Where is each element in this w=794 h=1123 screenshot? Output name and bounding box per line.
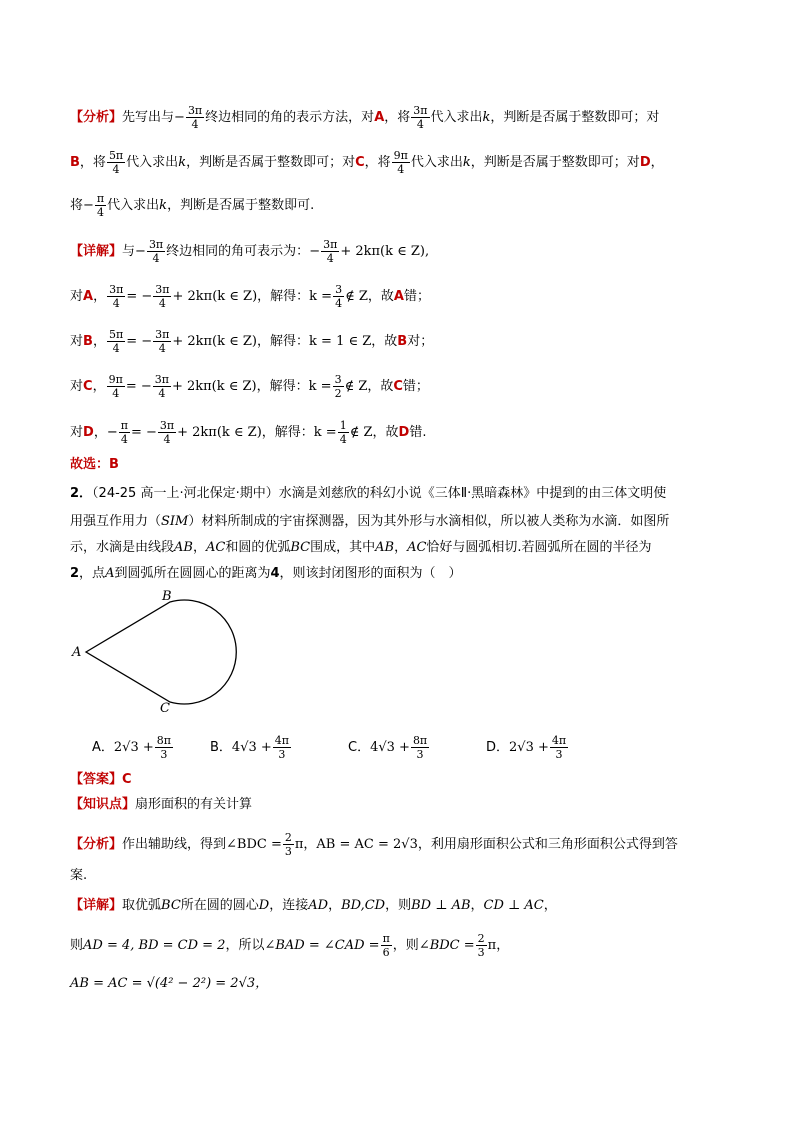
label-b: B: [162, 590, 172, 604]
option-b[interactable]: [210, 734, 292, 761]
denominator: 4: [158, 387, 166, 400]
numerator: 3π: [413, 104, 428, 117]
text: 代入求出: [107, 198, 160, 213]
expression: k =: [309, 289, 333, 304]
numerator: 2: [477, 932, 485, 945]
fraction: [381, 932, 392, 959]
text: 终边相同的角的表示方法，对: [205, 110, 375, 125]
numerator: 3π: [187, 104, 203, 117]
text: ，解得：: [257, 334, 310, 349]
option-c[interactable]: [348, 734, 430, 761]
fraction: [392, 149, 410, 176]
water-drop-figure: [70, 590, 260, 715]
text: 错.: [409, 425, 427, 440]
text: ，解得：: [256, 379, 309, 394]
knowledge-line: [70, 795, 252, 815]
fraction: [107, 328, 125, 355]
text: ，: [192, 540, 206, 555]
text: ，则: [392, 938, 419, 953]
fraction: [153, 373, 171, 400]
fraction: [95, 192, 106, 219]
knowledge-text: 扇形面积的有关计算: [135, 797, 253, 812]
option-letter: A．: [92, 740, 114, 755]
choose-line: [70, 455, 119, 475]
fraction: [107, 149, 125, 176]
expression: + 2kπ(k ∈ Z): [171, 379, 257, 394]
q2-detail-line-2: [70, 932, 509, 959]
q2-detail-line-3: [70, 974, 268, 994]
answer-line: [70, 770, 132, 790]
numerator: 3π: [154, 373, 169, 386]
option-ref: A: [374, 110, 385, 125]
expression: + 2kπ(k ∈ Z),: [340, 244, 430, 259]
text: 案.: [70, 868, 88, 883]
segment: AB: [375, 540, 395, 555]
abbr: SIM: [161, 514, 189, 529]
text: 对: [70, 379, 84, 394]
text: ，判断是否属于整数即可；对: [186, 155, 356, 170]
numerator: π: [120, 419, 128, 432]
q2-line-4: [70, 564, 462, 584]
point: A: [105, 566, 115, 581]
segment: AD: [308, 898, 329, 913]
water-drop-shape: [86, 600, 236, 704]
text: 错；: [403, 289, 430, 304]
var-k: k: [482, 110, 491, 125]
text: ，故: [367, 289, 394, 304]
option-expr: 4√3 +: [370, 740, 410, 755]
denominator: 4: [339, 433, 347, 446]
text: 将: [70, 198, 84, 213]
denominator: 4: [112, 342, 120, 355]
denominator: 4: [416, 118, 424, 131]
option-ref: A: [393, 289, 404, 304]
option-ref: C: [393, 379, 403, 394]
detail-row-b: [70, 328, 433, 355]
arc: BC: [290, 540, 311, 555]
expression: AB = AC = 2√3: [316, 837, 418, 852]
numerator: 3: [334, 373, 342, 386]
text: ，利用扇形面积公式和三角形面积公式得到答: [417, 837, 678, 852]
denominator: 4: [335, 297, 343, 310]
var-k: k: [462, 155, 471, 170]
numerator: 9π: [393, 149, 408, 162]
numerator: 5π: [108, 328, 124, 341]
fraction: [186, 104, 204, 131]
text: 代入求出: [410, 155, 463, 170]
denominator: 4: [397, 163, 405, 176]
fraction: [107, 283, 125, 310]
expression: ∉ Z: [349, 425, 373, 440]
text: 示，水滴是由线段: [70, 540, 175, 555]
choose-label: 故选：: [70, 457, 110, 472]
denominator: 4: [120, 433, 128, 446]
numerator: 4π: [274, 734, 290, 747]
minus: −: [135, 244, 146, 259]
text: 代入求出: [430, 110, 483, 125]
text: ，: [650, 155, 664, 170]
denominator: 3: [416, 748, 424, 761]
minus: −: [309, 244, 321, 259]
option-ref: B: [83, 334, 93, 349]
expression: π，: [294, 837, 317, 852]
text: ，: [394, 540, 408, 555]
text: ，将: [384, 110, 411, 125]
text: 围成，其中: [310, 540, 376, 555]
numerator: 1: [339, 419, 347, 432]
question-source: （24-25 高一上·河北保定·期中）: [92, 486, 279, 501]
text: 水滴是刘慈欣的科幻小说《三体Ⅱ·黑暗森林》中提到的由三体文明使: [278, 486, 667, 501]
detail-row-c: [70, 373, 429, 400]
expression: + 2kπ(k ∈ Z): [177, 425, 262, 440]
text: ，−: [93, 425, 118, 440]
option-expr: 2√3 +: [509, 740, 549, 755]
option-ref: C: [355, 155, 365, 170]
q2-line-3: [70, 538, 652, 558]
text: ，连接: [269, 898, 309, 913]
text: 取优弧: [122, 898, 162, 913]
equals: = −: [130, 425, 157, 440]
expression: CD ⊥ AC: [483, 898, 544, 913]
analysis-tag: 【分析】: [70, 110, 123, 125]
text: ，所以: [225, 938, 265, 953]
text: ，: [92, 334, 106, 349]
text: ，: [543, 898, 557, 913]
denominator: 4: [112, 163, 120, 176]
denominator: 3: [160, 748, 168, 761]
equals: = −: [126, 289, 153, 304]
analysis-line-1: [70, 104, 659, 131]
numerator: π: [96, 192, 105, 205]
fraction: [273, 734, 291, 761]
segment: AB: [174, 540, 193, 555]
text: 对；: [407, 334, 434, 349]
text: ，: [470, 898, 484, 913]
q2-line-2: [70, 512, 669, 532]
denominator: 4: [163, 433, 171, 446]
q2-line-1: [70, 484, 666, 504]
denominator: 3: [477, 946, 485, 959]
answer-value: C: [122, 772, 132, 787]
fraction: [158, 419, 176, 446]
text: 则: [70, 938, 84, 953]
number: 2: [70, 566, 80, 581]
numerator: 3π: [323, 238, 338, 251]
denominator: 4: [158, 297, 166, 310]
expression: k =: [313, 425, 337, 440]
text: ，判断是否属于整数即可.: [167, 198, 315, 213]
fraction: [119, 419, 130, 446]
text: 所在圆的圆心: [180, 898, 259, 913]
numerator: 3π: [109, 283, 124, 296]
option-ref: D: [83, 425, 94, 440]
question-number: 2．: [70, 486, 93, 501]
option-letter: B．: [210, 740, 232, 755]
text: ，判断是否属于整数即可；对: [470, 155, 640, 170]
knowledge-tag: 【知识点】: [70, 797, 136, 812]
expression: BD ⊥ AB: [411, 898, 471, 913]
text: ，判断是否属于整数即可；对: [490, 110, 660, 125]
q2-analysis-line-2: [70, 866, 87, 886]
fraction: [155, 734, 173, 761]
fraction: [476, 932, 487, 959]
text: 恰好与圆弧相切.若圆弧所在圆的半径为: [426, 540, 652, 555]
denominator: 4: [97, 206, 105, 219]
text: ，则: [385, 898, 412, 913]
numerator: π: [382, 932, 390, 945]
numerator: 2: [284, 831, 292, 844]
text: 对: [70, 289, 84, 304]
denominator: 4: [158, 342, 166, 355]
denominator: 4: [152, 252, 160, 265]
expression: ∠BDC =: [226, 837, 282, 852]
point: D: [258, 898, 270, 913]
option-ref: D: [398, 425, 410, 440]
denominator: 4: [112, 387, 120, 400]
analysis-line-3: [70, 192, 314, 219]
option-ref: C: [83, 379, 93, 394]
option-letter: C．: [348, 740, 371, 755]
option-ref: B: [70, 155, 80, 170]
denominator: 3: [555, 748, 563, 761]
text: ，将: [364, 155, 391, 170]
option-d[interactable]: [486, 734, 569, 761]
detail-row-d: [70, 419, 426, 446]
expression: π，: [487, 938, 510, 953]
fraction: [550, 734, 568, 761]
expression: ∠BDC =: [418, 938, 475, 953]
fraction: [153, 283, 171, 310]
detail-line-intro: [70, 238, 429, 265]
option-letter: D．: [486, 740, 510, 755]
segment: BD,CD: [341, 898, 386, 913]
numerator: 4π: [551, 734, 567, 747]
text: 与: [122, 244, 136, 259]
segment: AC: [205, 540, 226, 555]
fraction: [147, 238, 165, 265]
fraction: [333, 283, 344, 310]
numerator: 8π: [156, 734, 171, 747]
text: ，则该封闭图形的面积为（ ）: [279, 566, 462, 581]
numerator: 3π: [155, 328, 170, 341]
text: 代入求出: [126, 155, 179, 170]
expression: ∉ Z: [345, 289, 368, 304]
fraction: [283, 831, 294, 858]
text: ，: [93, 289, 107, 304]
text: ，将: [79, 155, 106, 170]
minus: −: [174, 110, 185, 125]
text: ，点: [79, 566, 106, 581]
numerator: 3π: [159, 419, 175, 432]
denominator: 4: [326, 252, 334, 265]
fraction: [411, 734, 429, 761]
text: 作出辅助线，得到: [122, 837, 227, 852]
var-k: k: [159, 198, 168, 213]
expression: k = 1 ∈ Z: [309, 334, 372, 349]
text: ，解得：: [261, 425, 314, 440]
fraction: [338, 419, 349, 446]
denominator: 3: [284, 845, 292, 858]
numerator: 8π: [412, 734, 428, 747]
choose-value: B: [109, 457, 119, 472]
denominator: 2: [334, 387, 342, 400]
analysis-tag: 【分析】: [70, 837, 123, 852]
text: ，故: [371, 334, 398, 349]
q2-detail-line-1: [70, 896, 557, 916]
text: 和圆的优弧: [225, 540, 291, 555]
numerator: 5π: [108, 149, 124, 162]
text: 到圆弧所在圆圆心的距离为: [114, 566, 271, 581]
fraction: [107, 373, 125, 400]
text: 对: [70, 334, 84, 349]
text: ，: [328, 898, 342, 913]
number: 4: [270, 566, 280, 581]
text: 终边相同的角可表示为：: [166, 244, 310, 259]
expression: ∠BAD = ∠CAD =: [264, 938, 380, 953]
detail-tag: 【详解】: [70, 898, 123, 913]
arc: BC: [161, 898, 181, 913]
text: 对: [70, 425, 84, 440]
denominator: 6: [382, 946, 390, 959]
denominator: 4: [112, 297, 120, 310]
text: ，解得：: [257, 289, 310, 304]
expression: AD = 4, BD = CD = 2: [83, 938, 226, 953]
text: 先写出与: [122, 110, 175, 125]
expression: + 2kπ(k ∈ Z): [172, 289, 258, 304]
numerator: 3π: [155, 283, 170, 296]
fraction: [411, 104, 429, 131]
option-ref: A: [83, 289, 94, 304]
answer-tag: 【答案】: [70, 772, 123, 787]
detail-row-a: [70, 283, 430, 310]
option-a[interactable]: [92, 734, 174, 761]
denominator: 4: [191, 118, 199, 131]
option-ref: D: [639, 155, 651, 170]
numerator: 3π: [148, 238, 164, 251]
var-k: k: [178, 155, 187, 170]
expression: k =: [308, 379, 332, 394]
minus: −: [83, 198, 94, 213]
equals: = −: [125, 379, 152, 394]
label-c: C: [160, 701, 170, 715]
denominator: 3: [278, 748, 286, 761]
expression: AB = AC = √(4² − 2²) = 2√3，: [70, 976, 269, 991]
q2-analysis-line-1: [70, 831, 678, 858]
numerator: 9π: [108, 373, 123, 386]
detail-tag: 【详解】: [70, 244, 123, 259]
fraction: [321, 238, 339, 265]
segment: AC: [407, 540, 427, 555]
text: ）材料所制成的宇宙探测器，因为其外形与水滴相似，所以被人类称为水滴．如图所: [188, 514, 670, 529]
numerator: 3: [335, 283, 343, 296]
expression: ∉ Z: [344, 379, 368, 394]
option-expr: 2√3 +: [113, 740, 154, 755]
text: ，故: [367, 379, 394, 394]
option-expr: 4√3 +: [231, 740, 272, 755]
expression: + 2kπ(k ∈ Z): [172, 334, 258, 349]
label-a: A: [72, 645, 82, 660]
equals: = −: [126, 334, 153, 349]
fraction: [333, 373, 344, 400]
text: ，故: [372, 425, 399, 440]
analysis-line-2: [70, 149, 664, 176]
text: 用强互作用力（: [70, 514, 162, 529]
option-ref: B: [397, 334, 408, 349]
text: 错；: [402, 379, 429, 394]
text: ，: [92, 379, 106, 394]
fraction: [153, 328, 171, 355]
